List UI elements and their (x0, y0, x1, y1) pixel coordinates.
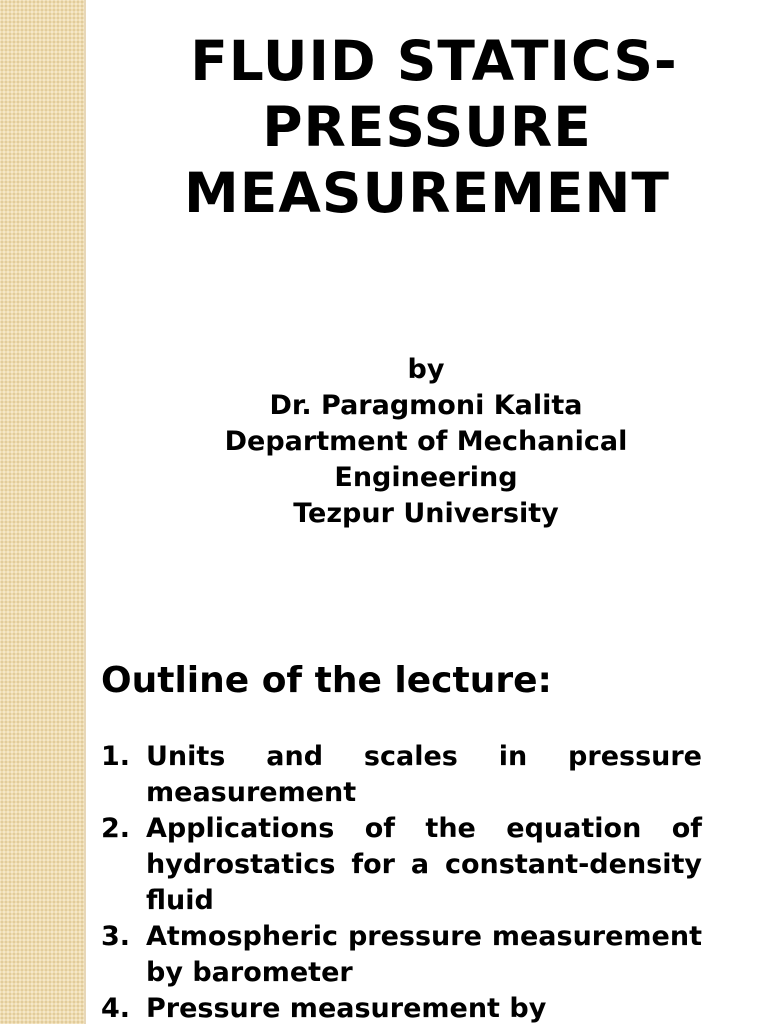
department-line-1: Department of Mechanical (224, 426, 628, 457)
outline-item-number: 1. (101, 741, 131, 772)
department-line-2: Engineering (334, 462, 518, 493)
author-block (86, 352, 766, 532)
outline-item-text: Applications of the equation of hydrostatics for a constant-density fluid (146, 813, 702, 916)
outline-item-number: 3. (101, 921, 131, 952)
outline-item-text: Pressure measurement by (146, 993, 547, 1024)
author-name: Dr. Paragmoni Kalita (269, 390, 583, 421)
title-line-1: FLUID STATICS- (190, 29, 678, 93)
outline-item-number: 4. (101, 993, 131, 1024)
outline-item (101, 991, 702, 1024)
by-label: by (407, 354, 445, 385)
outline-item-text: Units and scales in pressure measurement (146, 741, 702, 808)
outline-item (101, 811, 702, 919)
outline-heading: Outline of the lecture: (101, 660, 552, 701)
outline-item-number: 2. (101, 813, 131, 844)
outline-item (101, 919, 702, 991)
outline-item (101, 739, 702, 811)
university-name: Tezpur University (293, 498, 559, 529)
title-line-3: MEASUREMENT (184, 161, 670, 225)
title-line-2: PRESSURE (262, 95, 592, 159)
outline-list (101, 739, 702, 1024)
outline-item-text: Atmospheric pressure measurement by barometer (146, 921, 702, 988)
slide-title (86, 28, 768, 226)
decorative-side-strip (0, 0, 84, 1024)
